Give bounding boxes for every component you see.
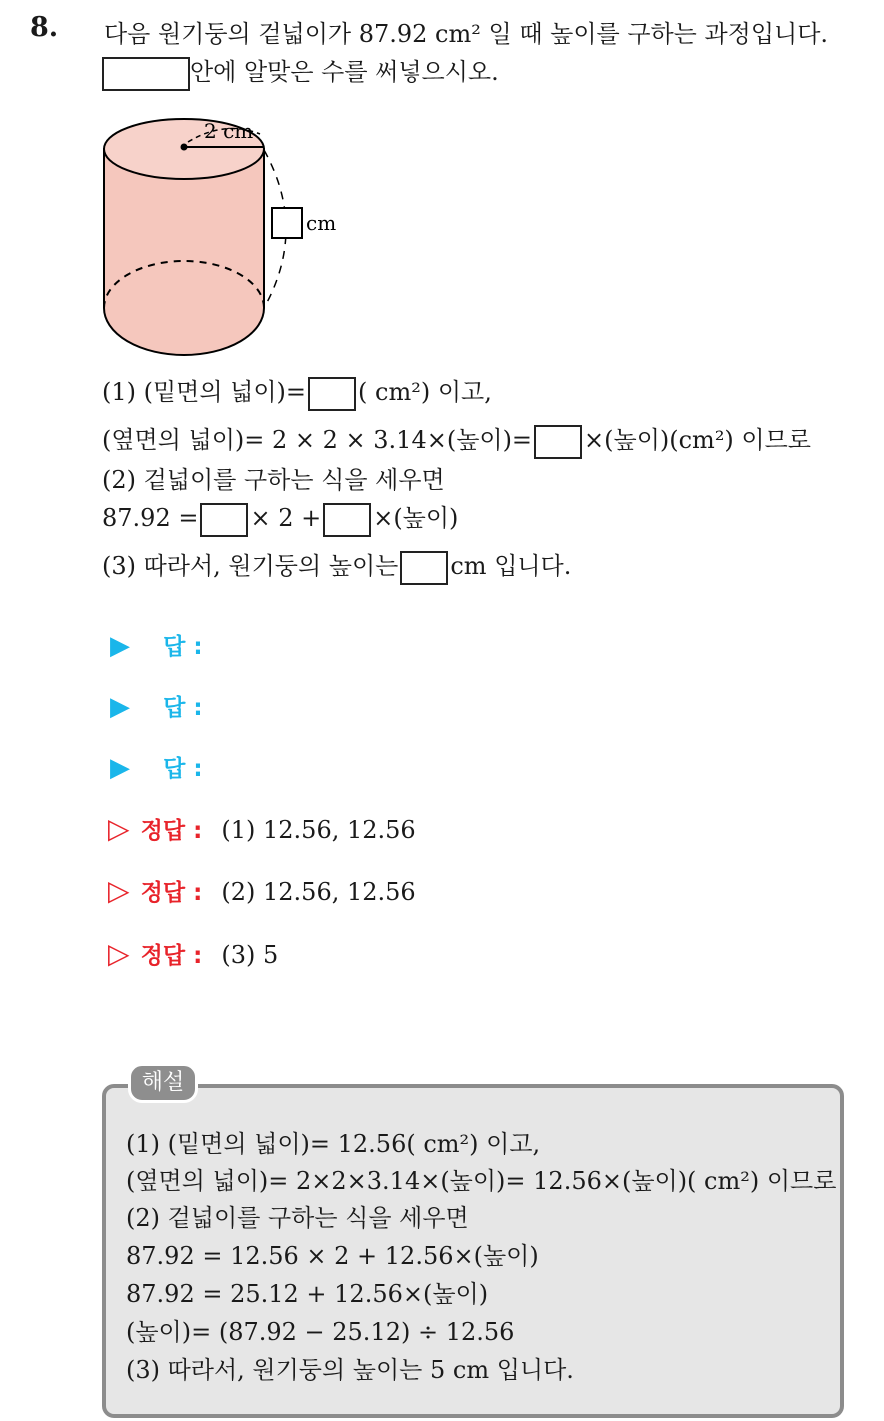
blank-box-5[interactable] — [400, 551, 448, 585]
radius-label: 2 cm — [204, 119, 254, 143]
explanation-line-5: 87.92 = 25.12 + 12.56×(높이) — [126, 1280, 489, 1308]
step-2: (2) 겉넓이를 구하는 식을 세우면 — [102, 466, 445, 494]
explanation-line-4: 87.92 = 12.56 × 2 + 12.56×(높이) — [126, 1242, 539, 1270]
explanation-line-2: (옆면의 넓이)= 2×2×3.14×(높이)= 12.56×(높이)( cm²) 이므로 — [126, 1167, 837, 1195]
step-2-eq-suffix: ×(높이) — [373, 504, 459, 532]
height-blank-box — [272, 208, 302, 238]
answer-label: 답 : — [163, 634, 203, 660]
key-label: 정답 : — [140, 943, 203, 969]
answer-row-2[interactable] — [110, 689, 203, 722]
blank-box-3[interactable] — [200, 503, 248, 537]
explanation-line-6: (높이)= (87.92 − 25.12) ÷ 12.56 — [126, 1318, 515, 1346]
question-instruction-text: 안에 알맞은 수를 써넣으시오. — [190, 58, 499, 86]
explanation-line-7: (3) 따라서, 원기둥의 높이는 5 cm 입니다. — [126, 1356, 574, 1384]
height-unit: cm — [306, 211, 337, 235]
explanation-line-3: (2) 겉넓이를 구하는 식을 세우면 — [126, 1204, 469, 1232]
explanation-tab: 해설 — [128, 1063, 198, 1103]
step-1a-suffix: ( cm²) 이고, — [358, 378, 492, 406]
explanation-line-1: (1) (밑면의 넓이)= 12.56( cm²) 이고, — [126, 1130, 541, 1158]
step-1a-prefix: (1) (밑면의 넓이)= — [102, 378, 307, 406]
cylinder-figure — [96, 112, 356, 362]
answer-row-1[interactable] — [110, 628, 203, 661]
answer-label: 답 : — [163, 756, 203, 782]
answer-row-3[interactable] — [110, 750, 203, 783]
outline-arrow-icon: ▷ — [108, 937, 130, 970]
blank-box-1[interactable] — [308, 377, 356, 411]
blank-box-example — [102, 57, 190, 91]
step-2-eq-middle: × 2 + — [250, 504, 322, 532]
step-1b — [102, 420, 811, 459]
step-1b-suffix: ×(높이)(cm²) 이므로 — [584, 426, 811, 454]
outline-arrow-icon: ▷ — [108, 874, 130, 907]
answer-label: 답 : — [163, 695, 203, 721]
step-3-suffix: cm 입니다. — [450, 552, 572, 580]
step-2-eq-prefix: 87.92 = — [102, 504, 199, 532]
key-row-1 — [108, 812, 416, 845]
key-value: (2) 12.56, 12.56 — [221, 878, 416, 906]
key-row-3 — [108, 937, 278, 970]
key-label: 정답 : — [140, 818, 203, 844]
play-arrow-icon: ▶ — [110, 692, 130, 722]
question-number: 8. — [30, 12, 59, 43]
step-3-prefix: (3) 따라서, 원기둥의 높이는 — [102, 552, 399, 580]
key-row-2 — [108, 874, 416, 907]
key-value: (1) 12.56, 12.56 — [221, 816, 416, 844]
step-1a — [102, 372, 492, 411]
key-value: (3) 5 — [221, 941, 279, 969]
play-arrow-icon: ▶ — [110, 753, 130, 783]
play-arrow-icon: ▶ — [110, 631, 130, 661]
question-instruction — [102, 52, 499, 91]
step-2-equation — [102, 498, 458, 537]
step-3 — [102, 546, 571, 585]
question-text: 다음 원기둥의 겉넓이가 87.92 cm² 일 때 높이를 구하는 과정입니다. — [104, 20, 829, 48]
blank-box-4[interactable] — [323, 503, 371, 537]
blank-box-2[interactable] — [534, 425, 582, 459]
outline-arrow-icon: ▷ — [108, 812, 130, 845]
key-label: 정답 : — [140, 880, 203, 906]
step-1b-prefix: (옆면의 넓이)= 2 × 2 × 3.14×(높이)= — [102, 426, 533, 454]
